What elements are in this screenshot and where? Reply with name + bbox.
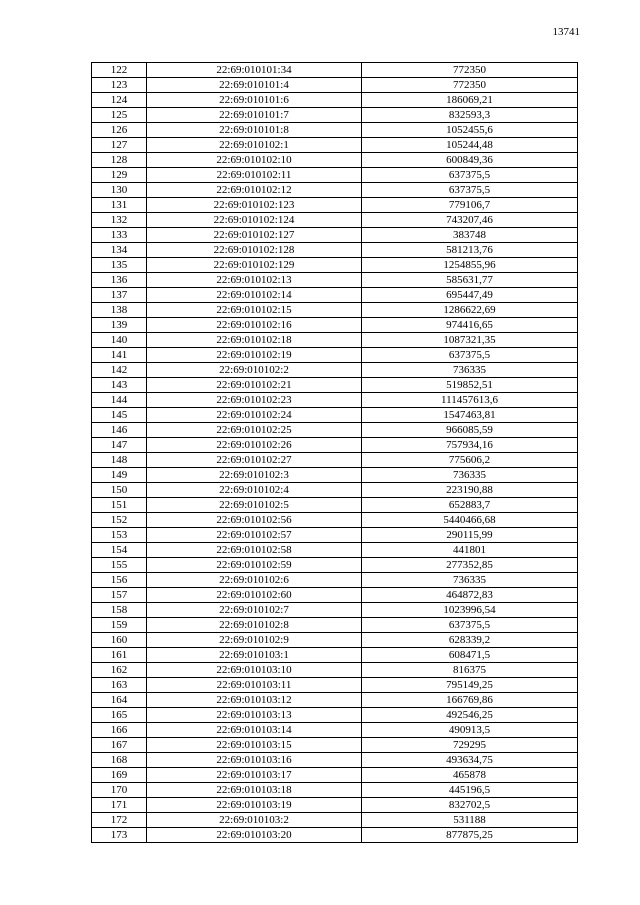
row-number-cell: 166 xyxy=(92,723,147,738)
row-number-cell: 156 xyxy=(92,573,147,588)
value-cell: 757934,16 xyxy=(362,438,578,453)
cadastral-number-cell: 22:69:010102:127 xyxy=(147,228,362,243)
cadastral-number-cell: 22:69:010101:8 xyxy=(147,123,362,138)
cadastral-number-cell: 22:69:010103:20 xyxy=(147,828,362,843)
value-cell: 795149,25 xyxy=(362,678,578,693)
value-cell: 445196,5 xyxy=(362,783,578,798)
row-number-cell: 164 xyxy=(92,693,147,708)
value-cell: 736335 xyxy=(362,573,578,588)
row-number-cell: 149 xyxy=(92,468,147,483)
cadastral-number-cell: 22:69:010102:58 xyxy=(147,543,362,558)
row-number-cell: 170 xyxy=(92,783,147,798)
page-number: 13741 xyxy=(552,26,580,38)
row-number-cell: 136 xyxy=(92,273,147,288)
cadastral-number-cell: 22:69:010102:8 xyxy=(147,618,362,633)
cadastral-number-cell: 22:69:010102:5 xyxy=(147,498,362,513)
value-cell: 186069,21 xyxy=(362,93,578,108)
value-cell: 1254855,96 xyxy=(362,258,578,273)
value-cell: 166769,86 xyxy=(362,693,578,708)
table-row xyxy=(92,798,578,813)
row-number-cell: 161 xyxy=(92,648,147,663)
cadastral-number-cell: 22:69:010102:13 xyxy=(147,273,362,288)
row-number-cell: 157 xyxy=(92,588,147,603)
row-number-cell: 165 xyxy=(92,708,147,723)
row-number-cell: 162 xyxy=(92,663,147,678)
value-cell: 974416,65 xyxy=(362,318,578,333)
row-number-cell: 126 xyxy=(92,123,147,138)
row-number-cell: 125 xyxy=(92,108,147,123)
table-row xyxy=(92,183,578,198)
row-number-cell: 135 xyxy=(92,258,147,273)
row-number-cell: 140 xyxy=(92,333,147,348)
row-number-cell: 127 xyxy=(92,138,147,153)
value-cell: 637375,5 xyxy=(362,168,578,183)
value-cell: 743207,46 xyxy=(362,213,578,228)
table-row xyxy=(92,558,578,573)
cadastral-number-cell: 22:69:010102:57 xyxy=(147,528,362,543)
table-row xyxy=(92,138,578,153)
cadastral-number-cell: 22:69:010103:12 xyxy=(147,693,362,708)
table-row xyxy=(92,813,578,828)
cadastral-number-cell: 22:69:010102:129 xyxy=(147,258,362,273)
row-number-cell: 145 xyxy=(92,408,147,423)
value-cell: 493634,75 xyxy=(362,753,578,768)
cadastral-number-cell: 22:69:010102:10 xyxy=(147,153,362,168)
row-number-cell: 158 xyxy=(92,603,147,618)
value-cell: 531188 xyxy=(362,813,578,828)
table-row xyxy=(92,498,578,513)
cadastral-number-cell: 22:69:010102:14 xyxy=(147,288,362,303)
table-row xyxy=(92,348,578,363)
cadastral-number-cell: 22:69:010101:4 xyxy=(147,78,362,93)
value-cell: 772350 xyxy=(362,78,578,93)
table-row xyxy=(92,423,578,438)
table-row xyxy=(92,438,578,453)
cadastral-number-cell: 22:69:010102:60 xyxy=(147,588,362,603)
value-cell: 581213,76 xyxy=(362,243,578,258)
cadastral-number-cell: 22:69:010102:15 xyxy=(147,303,362,318)
cadastral-number-cell: 22:69:010101:34 xyxy=(147,63,362,78)
cadastral-number-cell: 22:69:010103:15 xyxy=(147,738,362,753)
cadastral-number-cell: 22:69:010102:59 xyxy=(147,558,362,573)
table-row xyxy=(92,678,578,693)
row-number-cell: 138 xyxy=(92,303,147,318)
table-row xyxy=(92,318,578,333)
table-row xyxy=(92,228,578,243)
cadastral-number-cell: 22:69:010102:16 xyxy=(147,318,362,333)
table-row xyxy=(92,663,578,678)
table-body xyxy=(92,63,578,843)
table-row xyxy=(92,648,578,663)
row-number-cell: 124 xyxy=(92,93,147,108)
table-row xyxy=(92,78,578,93)
cadastral-number-cell: 22:69:010103:14 xyxy=(147,723,362,738)
table-row xyxy=(92,243,578,258)
table-row xyxy=(92,783,578,798)
cadastral-value-table xyxy=(91,62,578,843)
cadastral-number-cell: 22:69:010102:18 xyxy=(147,333,362,348)
table-row xyxy=(92,108,578,123)
table-row xyxy=(92,573,578,588)
value-cell: 779106,7 xyxy=(362,198,578,213)
table-row xyxy=(92,63,578,78)
row-number-cell: 163 xyxy=(92,678,147,693)
cadastral-number-cell: 22:69:010102:2 xyxy=(147,363,362,378)
table-row xyxy=(92,603,578,618)
cadastral-number-cell: 22:69:010103:13 xyxy=(147,708,362,723)
value-cell: 775606,2 xyxy=(362,453,578,468)
table-row xyxy=(92,273,578,288)
row-number-cell: 168 xyxy=(92,753,147,768)
table-row xyxy=(92,618,578,633)
value-cell: 383748 xyxy=(362,228,578,243)
table-row xyxy=(92,633,578,648)
row-number-cell: 142 xyxy=(92,363,147,378)
row-number-cell: 123 xyxy=(92,78,147,93)
value-cell: 816375 xyxy=(362,663,578,678)
table-row xyxy=(92,528,578,543)
row-number-cell: 122 xyxy=(92,63,147,78)
table-row xyxy=(92,303,578,318)
table-row xyxy=(92,483,578,498)
value-cell: 877875,25 xyxy=(362,828,578,843)
row-number-cell: 134 xyxy=(92,243,147,258)
value-cell: 628339,2 xyxy=(362,633,578,648)
table-row xyxy=(92,333,578,348)
cadastral-number-cell: 22:69:010102:3 xyxy=(147,468,362,483)
cadastral-number-cell: 22:69:010102:128 xyxy=(147,243,362,258)
value-cell: 464872,83 xyxy=(362,588,578,603)
table-row xyxy=(92,168,578,183)
table-row xyxy=(92,828,578,843)
cadastral-number-cell: 22:69:010102:56 xyxy=(147,513,362,528)
row-number-cell: 133 xyxy=(92,228,147,243)
cadastral-number-cell: 22:69:010102:23 xyxy=(147,393,362,408)
value-cell: 600849,36 xyxy=(362,153,578,168)
value-cell: 490913,5 xyxy=(362,723,578,738)
row-number-cell: 173 xyxy=(92,828,147,843)
table-row xyxy=(92,153,578,168)
row-number-cell: 152 xyxy=(92,513,147,528)
value-cell: 585631,77 xyxy=(362,273,578,288)
cadastral-number-cell: 22:69:010103:1 xyxy=(147,648,362,663)
row-number-cell: 169 xyxy=(92,768,147,783)
cadastral-number-cell: 22:69:010102:24 xyxy=(147,408,362,423)
table-row xyxy=(92,708,578,723)
cadastral-number-cell: 22:69:010103:16 xyxy=(147,753,362,768)
table-row xyxy=(92,753,578,768)
table-row xyxy=(92,693,578,708)
value-cell: 966085,59 xyxy=(362,423,578,438)
table-row xyxy=(92,198,578,213)
value-cell: 652883,7 xyxy=(362,498,578,513)
cadastral-number-cell: 22:69:010102:1 xyxy=(147,138,362,153)
value-cell: 637375,5 xyxy=(362,348,578,363)
value-cell: 772350 xyxy=(362,63,578,78)
value-cell: 105244,48 xyxy=(362,138,578,153)
row-number-cell: 141 xyxy=(92,348,147,363)
cadastral-number-cell: 22:69:010102:124 xyxy=(147,213,362,228)
table-row xyxy=(92,288,578,303)
value-cell: 1286622,69 xyxy=(362,303,578,318)
row-number-cell: 146 xyxy=(92,423,147,438)
table-row xyxy=(92,213,578,228)
cadastral-number-cell: 22:69:010102:12 xyxy=(147,183,362,198)
table-row xyxy=(92,408,578,423)
table-row xyxy=(92,588,578,603)
cadastral-number-cell: 22:69:010103:10 xyxy=(147,663,362,678)
value-cell: 637375,5 xyxy=(362,183,578,198)
cadastral-number-cell: 22:69:010102:25 xyxy=(147,423,362,438)
value-cell: 736335 xyxy=(362,363,578,378)
value-cell: 832702,5 xyxy=(362,798,578,813)
value-cell: 1023996,54 xyxy=(362,603,578,618)
table-row xyxy=(92,123,578,138)
value-cell: 637375,5 xyxy=(362,618,578,633)
value-cell: 736335 xyxy=(362,468,578,483)
row-number-cell: 151 xyxy=(92,498,147,513)
cadastral-number-cell: 22:69:010103:2 xyxy=(147,813,362,828)
value-cell: 290115,99 xyxy=(362,528,578,543)
value-cell: 832593,3 xyxy=(362,108,578,123)
value-cell: 519852,51 xyxy=(362,378,578,393)
table-row xyxy=(92,393,578,408)
cadastral-number-cell: 22:69:010102:6 xyxy=(147,573,362,588)
table-row xyxy=(92,543,578,558)
row-number-cell: 130 xyxy=(92,183,147,198)
value-cell: 695447,49 xyxy=(362,288,578,303)
cadastral-number-cell: 22:69:010102:26 xyxy=(147,438,362,453)
row-number-cell: 159 xyxy=(92,618,147,633)
table-row xyxy=(92,453,578,468)
value-cell: 441801 xyxy=(362,543,578,558)
row-number-cell: 129 xyxy=(92,168,147,183)
table-row xyxy=(92,513,578,528)
cadastral-number-cell: 22:69:010102:123 xyxy=(147,198,362,213)
cadastral-number-cell: 22:69:010102:27 xyxy=(147,453,362,468)
row-number-cell: 160 xyxy=(92,633,147,648)
row-number-cell: 144 xyxy=(92,393,147,408)
cadastral-number-cell: 22:69:010102:4 xyxy=(147,483,362,498)
value-cell: 1052455,6 xyxy=(362,123,578,138)
table-row xyxy=(92,468,578,483)
row-number-cell: 143 xyxy=(92,378,147,393)
row-number-cell: 153 xyxy=(92,528,147,543)
row-number-cell: 147 xyxy=(92,438,147,453)
value-cell: 1087321,35 xyxy=(362,333,578,348)
cadastral-number-cell: 22:69:010103:17 xyxy=(147,768,362,783)
cadastral-number-cell: 22:69:010101:7 xyxy=(147,108,362,123)
row-number-cell: 148 xyxy=(92,453,147,468)
table-row xyxy=(92,258,578,273)
value-cell: 729295 xyxy=(362,738,578,753)
row-number-cell: 154 xyxy=(92,543,147,558)
table-row xyxy=(92,768,578,783)
table-row xyxy=(92,363,578,378)
value-cell: 1547463,81 xyxy=(362,408,578,423)
cadastral-number-cell: 22:69:010102:11 xyxy=(147,168,362,183)
table-row xyxy=(92,723,578,738)
table-row xyxy=(92,378,578,393)
cadastral-number-cell: 22:69:010103:11 xyxy=(147,678,362,693)
row-number-cell: 132 xyxy=(92,213,147,228)
value-cell: 111457613,6 xyxy=(362,393,578,408)
table-row xyxy=(92,738,578,753)
cadastral-number-cell: 22:69:010102:19 xyxy=(147,348,362,363)
row-number-cell: 155 xyxy=(92,558,147,573)
row-number-cell: 139 xyxy=(92,318,147,333)
row-number-cell: 131 xyxy=(92,198,147,213)
row-number-cell: 167 xyxy=(92,738,147,753)
cadastral-number-cell: 22:69:010102:21 xyxy=(147,378,362,393)
cadastral-number-cell: 22:69:010103:18 xyxy=(147,783,362,798)
value-cell: 223190,88 xyxy=(362,483,578,498)
row-number-cell: 128 xyxy=(92,153,147,168)
value-cell: 465878 xyxy=(362,768,578,783)
row-number-cell: 172 xyxy=(92,813,147,828)
value-cell: 608471,5 xyxy=(362,648,578,663)
row-number-cell: 150 xyxy=(92,483,147,498)
value-cell: 277352,85 xyxy=(362,558,578,573)
cadastral-number-cell: 22:69:010103:19 xyxy=(147,798,362,813)
row-number-cell: 137 xyxy=(92,288,147,303)
cadastral-number-cell: 22:69:010102:7 xyxy=(147,603,362,618)
table-row xyxy=(92,93,578,108)
cadastral-number-cell: 22:69:010101:6 xyxy=(147,93,362,108)
value-cell: 492546,25 xyxy=(362,708,578,723)
cadastral-number-cell: 22:69:010102:9 xyxy=(147,633,362,648)
value-cell: 5440466,68 xyxy=(362,513,578,528)
row-number-cell: 171 xyxy=(92,798,147,813)
